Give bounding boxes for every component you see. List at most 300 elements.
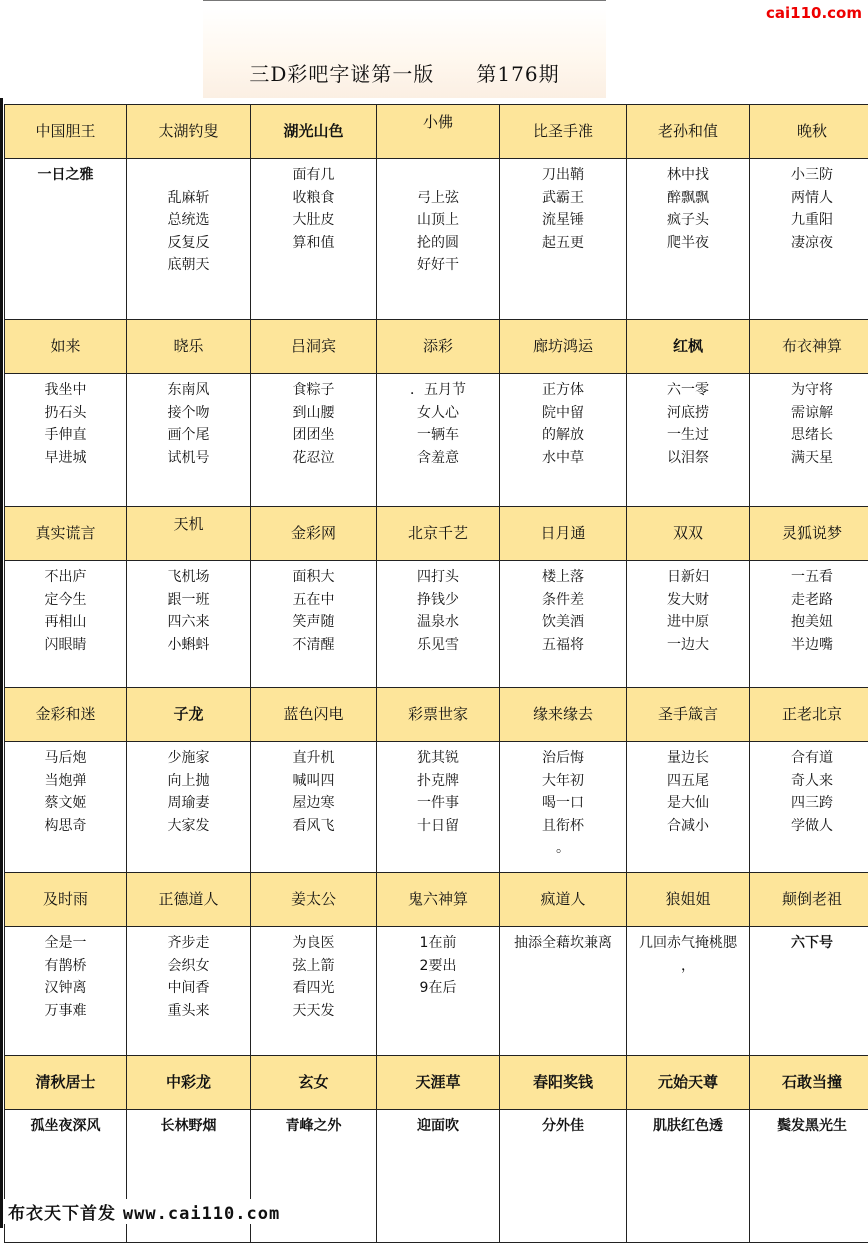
riddle-line: 总统选	[131, 209, 246, 232]
riddle-cell	[627, 374, 750, 507]
riddle-line: 一生过	[631, 424, 745, 447]
riddle-cell	[500, 927, 627, 1056]
riddle-lines	[500, 561, 626, 656]
riddle-cell	[251, 742, 377, 873]
pundit-name: 春阳奖钱	[500, 1056, 626, 1092]
riddle-lines	[127, 927, 250, 1022]
riddle-cell	[377, 927, 500, 1056]
pundit-name: 狼姐姐	[627, 873, 749, 909]
riddle-cell	[127, 561, 251, 688]
riddle-line: 楼上落	[504, 566, 622, 589]
pundit-name: 吕洞宾	[251, 320, 376, 356]
riddle-lines	[750, 1110, 868, 1138]
riddle-line: ．五月节	[381, 379, 495, 402]
riddle-line: 齐步走	[131, 932, 246, 955]
riddle-line: 一边大	[631, 634, 745, 657]
riddle-line: 手伸直	[9, 424, 122, 447]
brand-watermark[interactable]: cai110.com	[766, 4, 862, 22]
riddle-lines	[377, 159, 499, 277]
riddle-line: 是大仙	[631, 792, 745, 815]
pundit-name: 湖光山色	[251, 105, 376, 141]
riddle-lines	[750, 561, 868, 656]
riddle-lines	[127, 374, 250, 469]
riddle-cell	[750, 374, 868, 507]
riddle-line: 扔石头	[9, 402, 122, 425]
pundit-name-cell	[251, 320, 377, 374]
pundit-name: 中彩龙	[127, 1056, 250, 1092]
riddle-line: 日新妇	[631, 566, 745, 589]
riddle-lines	[377, 1110, 499, 1138]
riddle-line: 走老路	[754, 589, 868, 612]
riddle-line: 五在中	[255, 589, 372, 612]
footer-url[interactable]: www.cai110.com	[123, 1204, 280, 1224]
pundit-name-cell	[500, 1056, 627, 1110]
riddle-line: 的解放	[504, 424, 622, 447]
riddle-cell	[127, 927, 251, 1056]
pundit-name: 灵狐说梦	[750, 507, 868, 543]
riddle-line: 我坐中	[9, 379, 122, 402]
riddle-line: 构思奇	[9, 815, 122, 838]
riddle-cell	[500, 1110, 627, 1243]
riddle-line: 条件差	[504, 589, 622, 612]
header-row	[5, 873, 868, 927]
riddle-line: 四五尾	[631, 770, 745, 793]
riddle-line: 一件事	[381, 792, 495, 815]
riddle-line: 抡的圆	[381, 232, 495, 255]
riddle-lines	[500, 1110, 626, 1138]
pundit-name-cell	[251, 688, 377, 742]
riddle-line: 花忍泣	[255, 447, 372, 470]
riddle-lines	[750, 374, 868, 469]
riddle-cell	[5, 159, 127, 320]
riddle-line: 再相山	[9, 611, 122, 634]
riddle-line: 武霸王	[504, 187, 622, 210]
pundit-name: 正德道人	[127, 873, 250, 909]
riddle-line: 半边嘴	[754, 634, 868, 657]
riddle-cell	[500, 374, 627, 507]
pundit-name-cell	[750, 1056, 868, 1110]
riddle-cell	[251, 561, 377, 688]
riddle-line: 会织女	[131, 955, 246, 978]
pundit-name-cell	[750, 688, 868, 742]
riddle-line: 屋边寒	[255, 792, 372, 815]
riddle-cell	[251, 159, 377, 320]
riddle-line: 发大财	[631, 589, 745, 612]
pundit-name: 圣手箴言	[627, 688, 749, 724]
riddle-line: 合减小	[631, 815, 745, 838]
riddle-line: 四打头	[381, 566, 495, 589]
riddle-cell	[627, 561, 750, 688]
riddle-lines	[5, 561, 126, 656]
riddle-line: 挣钱少	[381, 589, 495, 612]
riddle-row	[5, 927, 868, 1056]
pundit-name: 缘来缘去	[500, 688, 626, 724]
header-row	[5, 105, 868, 159]
riddle-lines	[750, 159, 868, 254]
riddle-line: 两情人	[754, 187, 868, 210]
pundit-name: 彩票世家	[377, 688, 499, 724]
riddle-lines	[750, 927, 868, 955]
riddle-line: 为守将	[754, 379, 868, 402]
pundit-name-cell	[500, 320, 627, 374]
riddle-line: 团团坐	[255, 424, 372, 447]
pundit-name-cell	[750, 320, 868, 374]
riddle-line: 中间香	[131, 977, 246, 1000]
riddle-cell	[500, 159, 627, 320]
riddle-lines	[5, 742, 126, 837]
pundit-name-cell	[127, 688, 251, 742]
riddle-lines	[5, 374, 126, 469]
riddle-cell	[500, 561, 627, 688]
pundit-name-cell	[627, 1056, 750, 1110]
pundit-name: 老孙和值	[627, 105, 749, 141]
riddle-cell	[127, 159, 251, 320]
pundit-name-cell	[750, 873, 868, 927]
riddle-lines	[377, 742, 499, 837]
footer-banner	[4, 1199, 284, 1224]
pundit-name: 及时雨	[5, 873, 126, 909]
pundit-name: 金彩和迷	[5, 688, 126, 724]
pundit-name: 清秋居士	[5, 1056, 126, 1092]
header-row	[5, 688, 868, 742]
pundit-name: 晓乐	[127, 320, 250, 356]
riddle-line: 温泉水	[381, 611, 495, 634]
riddle-line: 天天发	[255, 1000, 372, 1023]
pundit-name: 廊坊鸿运	[500, 320, 626, 356]
riddle-line: 试机号	[131, 447, 246, 470]
pundit-name: 天机	[127, 507, 250, 534]
riddle-cell	[377, 159, 500, 320]
riddle-lines	[377, 561, 499, 656]
pundit-name: 太湖钓叟	[127, 105, 250, 141]
riddle-line: 到山腰	[255, 402, 372, 425]
riddle-line: 。	[504, 837, 622, 860]
riddle-line: 学做人	[754, 815, 868, 838]
riddle-cell	[377, 742, 500, 873]
riddle-cell	[127, 742, 251, 873]
riddle-line: 面积大	[255, 566, 372, 589]
riddle-lines	[127, 159, 250, 277]
riddle-row	[5, 374, 868, 507]
riddle-cell	[5, 927, 127, 1056]
riddle-line: 乐见雪	[381, 634, 495, 657]
riddle-line: 看四光	[255, 977, 372, 1000]
riddle-line	[381, 164, 495, 187]
riddle-line: 肌肤红色透	[631, 1115, 745, 1138]
pundit-name-cell	[627, 873, 750, 927]
riddle-line: 闪眼睛	[9, 634, 122, 657]
pundit-name-cell	[251, 1056, 377, 1110]
pundit-name-cell	[127, 105, 251, 159]
riddle-line	[131, 164, 246, 187]
pundit-name-cell	[500, 873, 627, 927]
riddle-line: 醉飘飘	[631, 187, 745, 210]
pundit-name-cell	[5, 105, 127, 159]
pundit-name-cell	[127, 1056, 251, 1110]
riddle-cell	[5, 561, 127, 688]
riddle-lines	[750, 742, 868, 837]
pundit-name: 子龙	[127, 688, 250, 724]
riddle-line: 汉钟离	[9, 977, 122, 1000]
riddle-line: 河底捞	[631, 402, 745, 425]
riddle-lines	[627, 742, 749, 837]
riddle-line: 大年初	[504, 770, 622, 793]
riddle-line: 水中草	[504, 447, 622, 470]
riddle-line: 少施家	[131, 747, 246, 770]
riddle-lines	[500, 742, 626, 860]
riddle-cell	[750, 742, 868, 873]
riddle-line: 起五更	[504, 232, 622, 255]
pundit-name-cell	[377, 873, 500, 927]
top-rule	[203, 0, 606, 1]
pundit-name: 中国胆王	[5, 105, 126, 141]
pundit-name-cell	[5, 1056, 127, 1110]
pundit-name: 晚秋	[750, 105, 868, 141]
riddle-row	[5, 159, 868, 320]
riddle-row	[5, 561, 868, 688]
riddle-line: 凄凉夜	[754, 232, 868, 255]
riddle-line: 山顶上	[381, 209, 495, 232]
riddle-line: 当炮弹	[9, 770, 122, 793]
pundit-name: 天涯草	[377, 1056, 499, 1092]
riddle-line: 喝一口	[504, 792, 622, 815]
riddle-line: 五福将	[504, 634, 622, 657]
riddle-line: 乱麻斩	[131, 187, 246, 210]
riddle-lines	[127, 1110, 250, 1138]
riddle-line: 需谅解	[754, 402, 868, 425]
pundit-name: 布衣神算	[750, 320, 868, 356]
riddle-line: 定今生	[9, 589, 122, 612]
pundit-name-cell	[127, 507, 251, 561]
riddle-line: 收粮食	[255, 187, 372, 210]
riddle-line: 重头来	[131, 1000, 246, 1023]
riddle-line: 周瑜妻	[131, 792, 246, 815]
pundit-name: 比圣手准	[500, 105, 626, 141]
riddle-line: 笑声随	[255, 611, 372, 634]
pundit-name: 鬼六神算	[377, 873, 499, 909]
riddle-line: 喊叫四	[255, 770, 372, 793]
riddle-line: 一五看	[754, 566, 868, 589]
riddle-line: 且衔杯	[504, 815, 622, 838]
riddle-cell	[627, 927, 750, 1056]
riddle-line: 九重阳	[754, 209, 868, 232]
riddle-cell	[500, 742, 627, 873]
riddle-line: 女人心	[381, 402, 495, 425]
riddle-line: 奇人来	[754, 770, 868, 793]
riddle-line: 爬半夜	[631, 232, 745, 255]
riddle-line: 小三防	[754, 164, 868, 187]
pundit-name-cell	[251, 507, 377, 561]
riddle-lines	[251, 561, 376, 656]
pundit-name: 蓝色闪电	[251, 688, 376, 724]
riddle-cell	[627, 159, 750, 320]
riddle-lines	[251, 374, 376, 469]
title-banner	[203, 8, 606, 98]
riddle-lines	[627, 927, 749, 977]
pundit-name-cell	[5, 873, 127, 927]
riddle-line: 合有道	[754, 747, 868, 770]
riddle-line: 六下号	[754, 932, 868, 955]
riddle-line: 大肚皮	[255, 209, 372, 232]
riddle-line: 孤坐夜深风	[9, 1115, 122, 1138]
pundit-name: 元始天尊	[627, 1056, 749, 1092]
pundit-name: 颠倒老祖	[750, 873, 868, 909]
riddle-line: 治后悔	[504, 747, 622, 770]
footer-text: 布衣天下首发	[8, 1204, 116, 1224]
riddle-line: 思绪长	[754, 424, 868, 447]
riddle-line: 量边长	[631, 747, 745, 770]
riddle-cell	[251, 374, 377, 507]
riddle-line: 向上抛	[131, 770, 246, 793]
riddle-line: 面有几	[255, 164, 372, 187]
riddle-line: 四六来	[131, 611, 246, 634]
riddle-line: 迎面吹	[381, 1115, 495, 1138]
riddle-cell	[127, 374, 251, 507]
riddle-cell	[750, 1110, 868, 1243]
riddle-lines	[251, 159, 376, 254]
pundit-name-cell	[377, 1056, 500, 1110]
riddle-line: 鬓发黑光生	[754, 1115, 868, 1138]
riddle-line: 四三跨	[754, 792, 868, 815]
riddle-line: 一日之雅	[9, 164, 122, 187]
riddle-line: 画个尾	[131, 424, 246, 447]
riddle-line: 流星锤	[504, 209, 622, 232]
header-row	[5, 1056, 868, 1110]
pundit-name-cell	[5, 688, 127, 742]
riddle-lines	[377, 374, 499, 469]
pundit-name: 石敢当撞	[750, 1056, 868, 1092]
pundit-name: 双双	[627, 507, 749, 543]
pundit-name-cell	[251, 873, 377, 927]
riddle-line: 马后炮	[9, 747, 122, 770]
pundit-name-cell	[377, 320, 500, 374]
riddle-cell	[750, 927, 868, 1056]
pundit-name: 日月通	[500, 507, 626, 543]
riddle-line: 9在后	[381, 977, 495, 1000]
riddle-line: 含羞意	[381, 447, 495, 470]
pundit-name-cell	[127, 320, 251, 374]
riddle-lines	[5, 927, 126, 1022]
left-border	[0, 98, 3, 1228]
riddle-line: 弦上箭	[255, 955, 372, 978]
pundit-name-cell	[127, 873, 251, 927]
pundit-name-cell	[500, 688, 627, 742]
riddle-line: 食粽子	[255, 379, 372, 402]
pundit-name: 红枫	[627, 320, 749, 356]
riddle-line: 一辆车	[381, 424, 495, 447]
riddle-lines	[500, 159, 626, 254]
pundit-name-cell	[750, 105, 868, 159]
riddle-line: 万事难	[9, 1000, 122, 1023]
riddle-line: 十日留	[381, 815, 495, 838]
riddle-line: 不清醒	[255, 634, 372, 657]
riddle-line: 正方体	[504, 379, 622, 402]
riddle-table	[4, 104, 868, 1243]
riddle-line: 院中留	[504, 402, 622, 425]
riddle-line: 犹其锐	[381, 747, 495, 770]
pundit-name: 金彩网	[251, 507, 376, 543]
riddle-line: 饮美酒	[504, 611, 622, 634]
riddle-line: 小蝌蚪	[131, 634, 246, 657]
riddle-line: 跟一班	[131, 589, 246, 612]
riddle-line: 扑克牌	[381, 770, 495, 793]
riddle-line: 刀出鞘	[504, 164, 622, 187]
riddle-cell	[251, 927, 377, 1056]
riddle-cell	[750, 561, 868, 688]
riddle-line: 底朝天	[131, 254, 246, 277]
riddle-line: 青峰之外	[255, 1115, 372, 1138]
header-row	[5, 320, 868, 374]
page-title: 三D彩吧字谜第一版 第176期	[203, 58, 606, 87]
riddle-lines	[377, 927, 499, 1000]
riddle-line: 疯子头	[631, 209, 745, 232]
riddle-lines	[5, 159, 126, 187]
riddle-lines	[251, 742, 376, 837]
riddle-cell	[377, 374, 500, 507]
riddle-lines	[251, 1110, 376, 1138]
pundit-name: 小佛	[377, 105, 499, 132]
riddle-lines	[627, 561, 749, 656]
pundit-name-cell	[627, 688, 750, 742]
riddle-cell	[377, 561, 500, 688]
riddle-line: 为良医	[255, 932, 372, 955]
pundit-name-cell	[750, 507, 868, 561]
riddle-line: 东南风	[131, 379, 246, 402]
riddle-line: 以泪祭	[631, 447, 745, 470]
pundit-name: 玄女	[251, 1056, 376, 1092]
riddle-line: 接个吻	[131, 402, 246, 425]
riddle-line: ，	[631, 955, 745, 978]
pundit-name: 真实谎言	[5, 507, 126, 543]
riddle-line: 蔡文姬	[9, 792, 122, 815]
pundit-name-cell	[377, 105, 500, 159]
pundit-name: 姜太公	[251, 873, 376, 909]
riddle-line: 六一零	[631, 379, 745, 402]
riddle-cell	[627, 742, 750, 873]
riddle-cell	[5, 742, 127, 873]
pundit-name-cell	[627, 320, 750, 374]
pundit-name-cell	[251, 105, 377, 159]
riddle-line: 进中原	[631, 611, 745, 634]
riddle-line: 全是一	[9, 932, 122, 955]
riddle-line: 直升机	[255, 747, 372, 770]
riddle-cell	[627, 1110, 750, 1243]
riddle-row	[5, 742, 868, 873]
riddle-line: 满天星	[754, 447, 868, 470]
riddle-lines	[627, 374, 749, 469]
pundit-name-cell	[377, 507, 500, 561]
riddle-line: 分外佳	[504, 1115, 622, 1138]
riddle-line: 反复反	[131, 232, 246, 255]
pundit-name-cell	[5, 507, 127, 561]
pundit-name: 添彩	[377, 320, 499, 356]
riddle-lines	[251, 927, 376, 1022]
pundit-name: 疯道人	[500, 873, 626, 909]
riddle-line: 抱美妞	[754, 611, 868, 634]
riddle-cell	[377, 1110, 500, 1243]
header-row	[5, 507, 868, 561]
riddle-lines	[127, 561, 250, 656]
riddle-lines	[627, 159, 749, 254]
riddle-line: 看风飞	[255, 815, 372, 838]
pundit-name-cell	[627, 507, 750, 561]
pundit-name: 正老北京	[750, 688, 868, 724]
riddle-line: 有鹊桥	[9, 955, 122, 978]
riddle-line: 早进城	[9, 447, 122, 470]
riddle-cell	[750, 159, 868, 320]
riddle-line: 大家发	[131, 815, 246, 838]
riddle-line: 1在前	[381, 932, 495, 955]
